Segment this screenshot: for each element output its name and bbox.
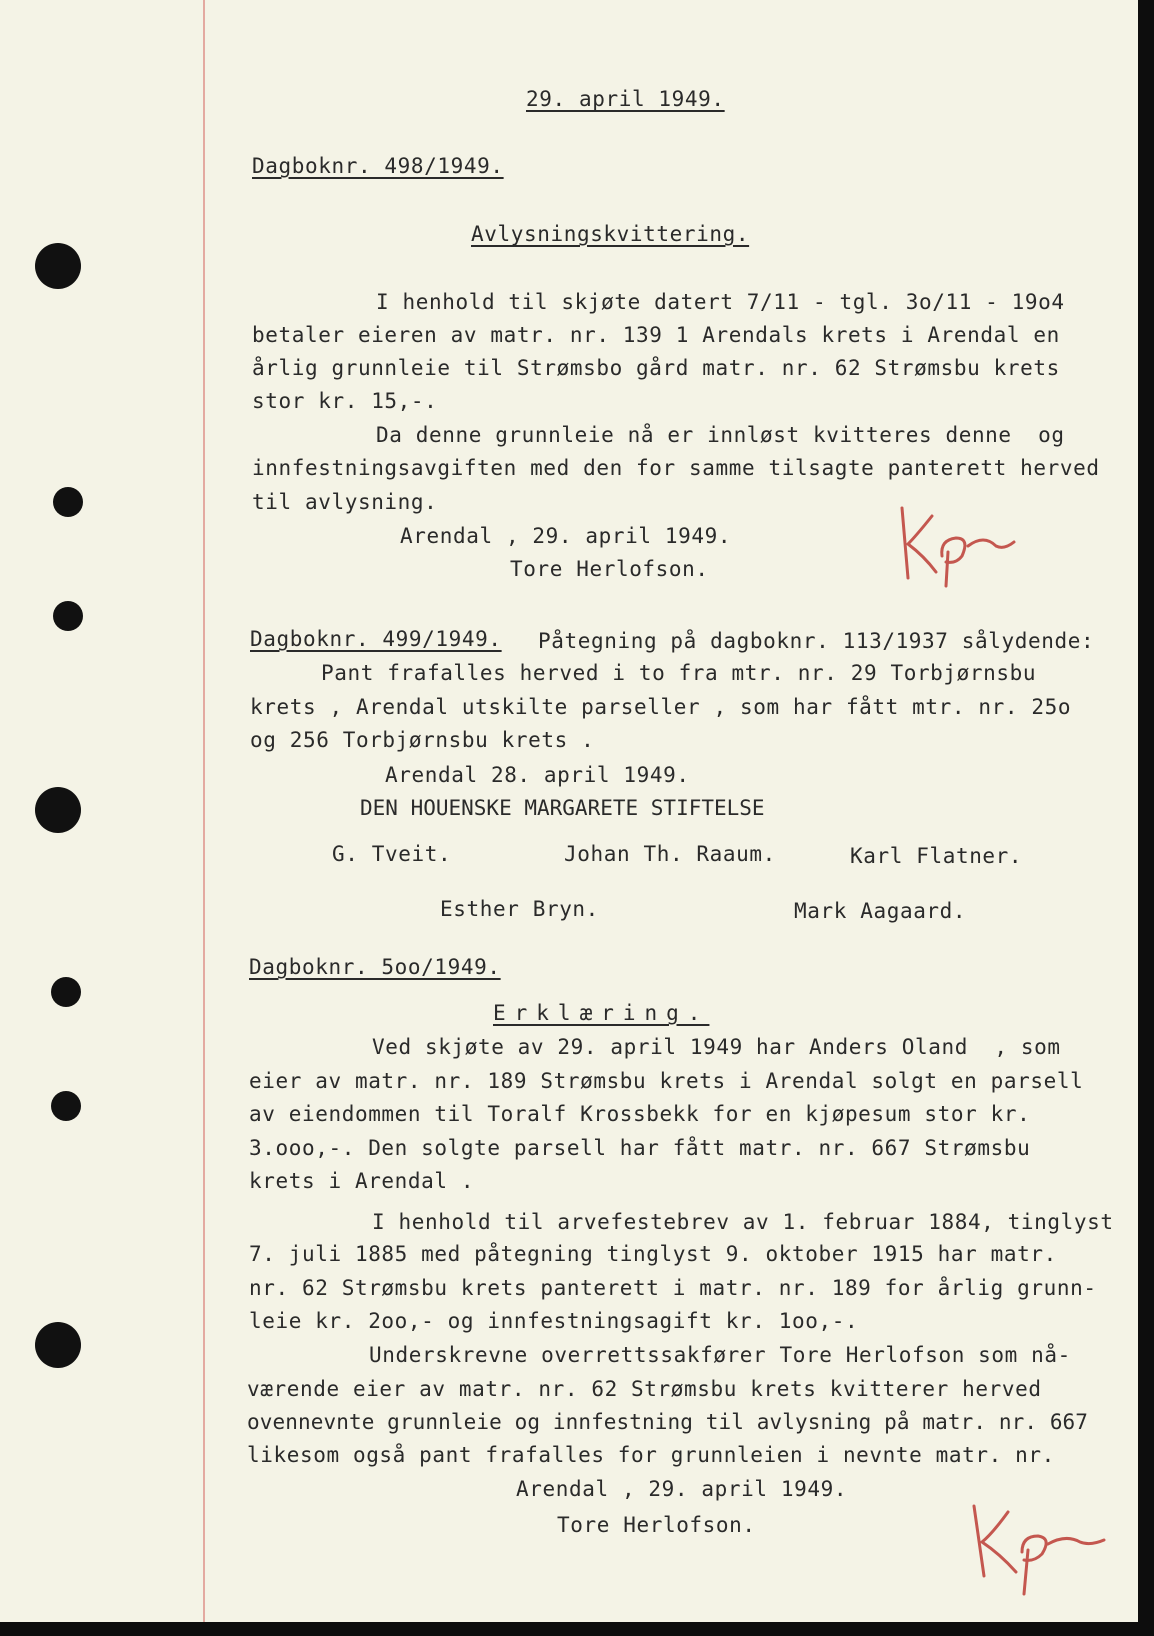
entry-498-line-2: betaler eieren av matr. nr. 139 1 Arendals krets i Arendal en [252,323,1060,347]
entry-500-title: Erklæring. [493,1001,710,1025]
entry-498-place-date: Arendal , 29. april 1949. [400,524,732,548]
date-heading: 29. april 1949. [526,87,725,111]
entry-499-signatory-2: Johan Th. Raaum. [564,842,776,866]
entry-498-signer: Tore Herlofson. [510,557,709,581]
entry-499-signatory-1: G. Tveit. [332,842,452,866]
entry-500-line-12: ovennevnte grunnleie og innfestning til avlysning på matr. nr. 667 [247,1410,1089,1434]
entry-500-line-7: 7. juli 1885 med påtegning tinglyst 9. oktober 1915 har matr. [249,1242,1057,1266]
entry-499-signatory-5: Mark Aagaard. [794,899,967,923]
entry-499-line-2: krets , Arendal utskilte parseller , som har fått mtr. nr. 25o [250,695,1072,719]
entry-498-title: Avlysningskvittering. [471,222,750,246]
entry-500-line-1: Ved skjøte av 29. april 1949 har Anders Oland , som [372,1035,1061,1059]
entry-499-place-date: Arendal 28. april 1949. [385,763,690,787]
entry-499-signatory-3: Karl Flatner. [850,844,1023,868]
binder-hole-5 [51,977,81,1007]
entry-498-line-5: Da denne grunnleie nå er innløst kvitteres denne og [376,423,1065,447]
entry-500-number: Dagboknr. 5oo/1949. [249,955,501,979]
entry-498-line-7: til avlysning. [252,490,438,514]
entry-500-line-13: likesom også pant frafalles for grunnleien i nevnte matr. nr. [247,1443,1055,1467]
entry-498-number: Dagboknr. 498/1949. [252,154,504,178]
entry-500-line-2: eier av matr. nr. 189 Strømsbu krets i Arendal solgt en parsell [249,1069,1084,1093]
entry-499-line-1: Pant frafalles herved i to fra mtr. nr. 29 Torbjørnsbu [321,661,1037,685]
margin-line [203,0,205,1622]
entry-500-line-3: av eiendommen til Toralf Krossbekk for en kjøpesum stor kr. [249,1102,1031,1126]
entry-500-line-6: I henhold til arvefestebrev av 1. februar 1884, tinglyst [372,1210,1114,1234]
entry-499-line-3: og 256 Torbjørnsbu krets . [250,728,595,752]
binder-hole-2 [53,487,83,517]
entry-498-line-6: innfestningsavgiften med den for samme tilsagte panterett herved [252,456,1100,480]
entry-498-line-4: stor kr. 15,-. [252,389,438,413]
entry-500-line-9: leie kr. 2oo,- og innfestningsagift kr. 1oo,-. [249,1309,859,1333]
binder-hole-7 [35,1322,81,1368]
entry-500-line-11: værende eier av matr. nr. 62 Strømsbu krets kvitterer herved [247,1377,1042,1401]
entry-500-signer: Tore Herlofson. [557,1513,756,1537]
entry-500-line-4: 3.ooo,-. Den solgte parsell har fått matr. nr. 667 Strømsbu [249,1136,1031,1160]
binder-hole-4 [35,787,81,833]
binder-hole-3 [53,601,83,631]
entry-499-number: Dagboknr. 499/1949. [250,627,502,651]
entry-500-line-5: krets i Arendal . [249,1169,475,1193]
entry-500-line-8: nr. 62 Strømsbu krets panterett i matr. nr. 189 for årlig grunn- [249,1276,1097,1300]
binder-hole-1 [35,243,81,289]
entry-498-line-3: årlig grunnleie til Strømsbo gård matr. nr. 62 Strømsbu krets [252,356,1060,380]
entry-499-signatory-4: Esther Bryn. [440,897,599,921]
handwritten-initials-2 [960,1490,1110,1600]
entry-498-line-1: I henhold til skjøte datert 7/11 - tgl. 3o/11 - 19o4 [376,290,1065,314]
handwritten-initials-1 [890,500,1020,590]
entry-499-subject: Påtegning på dagboknr. 113/1937 sålydende: [538,629,1095,653]
entry-500-line-10: Underskrevne overrettssakfører Tore Herlofson som nå- [369,1343,1071,1367]
entry-499-organization: DEN HOUENSKE MARGARETE STIFTELSE [360,796,765,820]
binder-hole-6 [51,1091,81,1121]
entry-500-place-date: Arendal , 29. april 1949. [516,1477,848,1501]
